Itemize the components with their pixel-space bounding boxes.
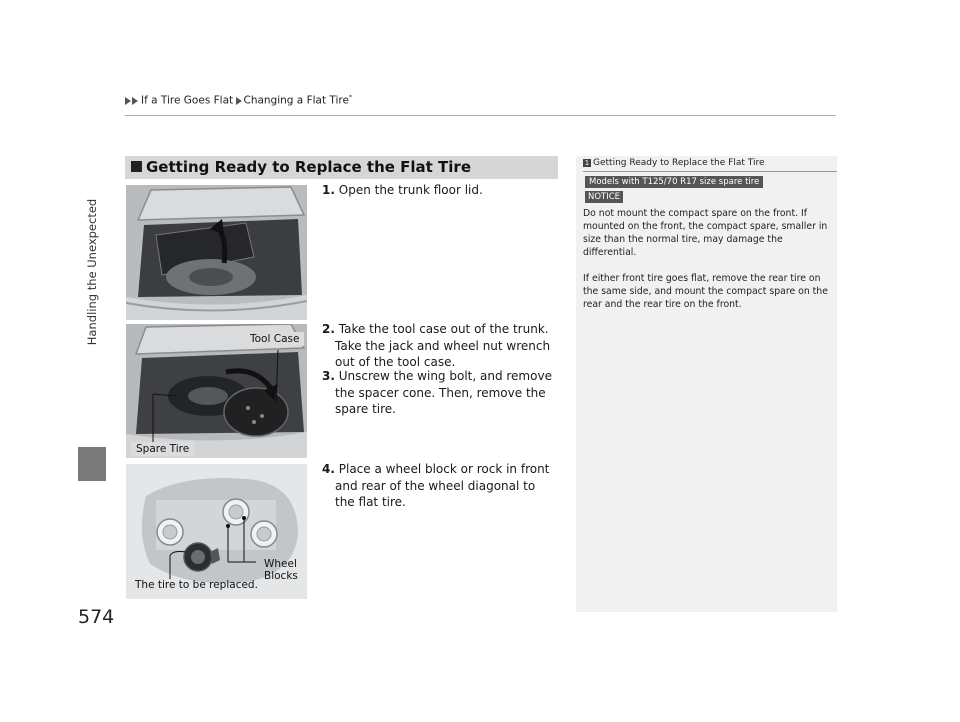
step-1 bbox=[322, 182, 557, 199]
header-rule bbox=[125, 115, 836, 116]
model-label: Models with T125/70 R17 size spare tire bbox=[585, 176, 763, 188]
callout-spare-tire: Spare Tire bbox=[131, 442, 194, 456]
info-text: If either front tire goes flat, remove the rear tire on the same side, and mount the compact spare on the rear and the rear tire on the front. bbox=[583, 273, 828, 310]
tool-case-spare-tire-image bbox=[126, 324, 307, 458]
callout-wheel-blocks-line-2: Blocks bbox=[264, 570, 298, 582]
note-title-text: Getting Ready to Replace the Flat Tire bbox=[593, 158, 765, 168]
side-tab-marker bbox=[78, 447, 106, 481]
breadcrumb-arrow-icon bbox=[236, 97, 242, 105]
trunk-floor-lid-image bbox=[126, 185, 307, 320]
step-2 bbox=[322, 321, 557, 371]
breadcrumb bbox=[125, 94, 352, 107]
breadcrumb-arrow-icon bbox=[132, 97, 138, 105]
step-text: Take the tool case out of the trunk. Take the jack and wheel nut wrench out of the tool case. bbox=[335, 322, 551, 369]
step-number: 1. bbox=[322, 183, 335, 197]
notes-panel bbox=[576, 156, 837, 612]
section-square-icon bbox=[131, 161, 142, 172]
notice-text: Do not mount the compact spare on the front. If mounted on the front, the compact spare, smaller in size than the normal tire, may damage the differential. bbox=[583, 208, 828, 258]
breadcrumb-part-1[interactable]: If a Tire Goes Flat bbox=[141, 94, 234, 107]
side-tab-label: Handling the Unexpected bbox=[85, 198, 99, 346]
step-number: 3. bbox=[322, 369, 335, 383]
step-number: 2. bbox=[322, 322, 335, 336]
breadcrumb-arrow-icon bbox=[125, 97, 131, 105]
section-header bbox=[125, 156, 558, 179]
breadcrumb-marker: * bbox=[348, 94, 352, 101]
notice-label: NOTICE bbox=[585, 191, 623, 203]
step-number: 4. bbox=[322, 462, 335, 476]
step-3 bbox=[322, 368, 557, 418]
callout-wheel-blocks bbox=[260, 557, 302, 583]
step-text: Open the trunk floor lid. bbox=[338, 183, 483, 197]
section-title: Getting Ready to Replace the Flat Tire bbox=[146, 158, 471, 176]
callout-tire-replaced: The tire to be replaced. bbox=[135, 579, 258, 591]
step-text: Unscrew the wing bolt, and remove the spacer cone. Then, remove the spare tire. bbox=[335, 369, 552, 416]
breadcrumb-part-2[interactable]: Changing a Flat Tire bbox=[243, 94, 349, 107]
note-reference-icon: 1 bbox=[584, 159, 590, 167]
page-number: 574 bbox=[78, 606, 115, 628]
wheel-blocks-diagram bbox=[126, 464, 307, 599]
trunk-illustration bbox=[126, 185, 307, 320]
note-title bbox=[583, 158, 764, 168]
callout-tool-case: Tool Case bbox=[245, 332, 304, 346]
note-rule bbox=[583, 171, 837, 172]
step-4 bbox=[322, 461, 557, 511]
step-text: Place a wheel block or rock in front and rear of the wheel diagonal to the flat tire. bbox=[335, 462, 550, 509]
callout-wheel-blocks-line-1: Wheel bbox=[264, 558, 297, 570]
